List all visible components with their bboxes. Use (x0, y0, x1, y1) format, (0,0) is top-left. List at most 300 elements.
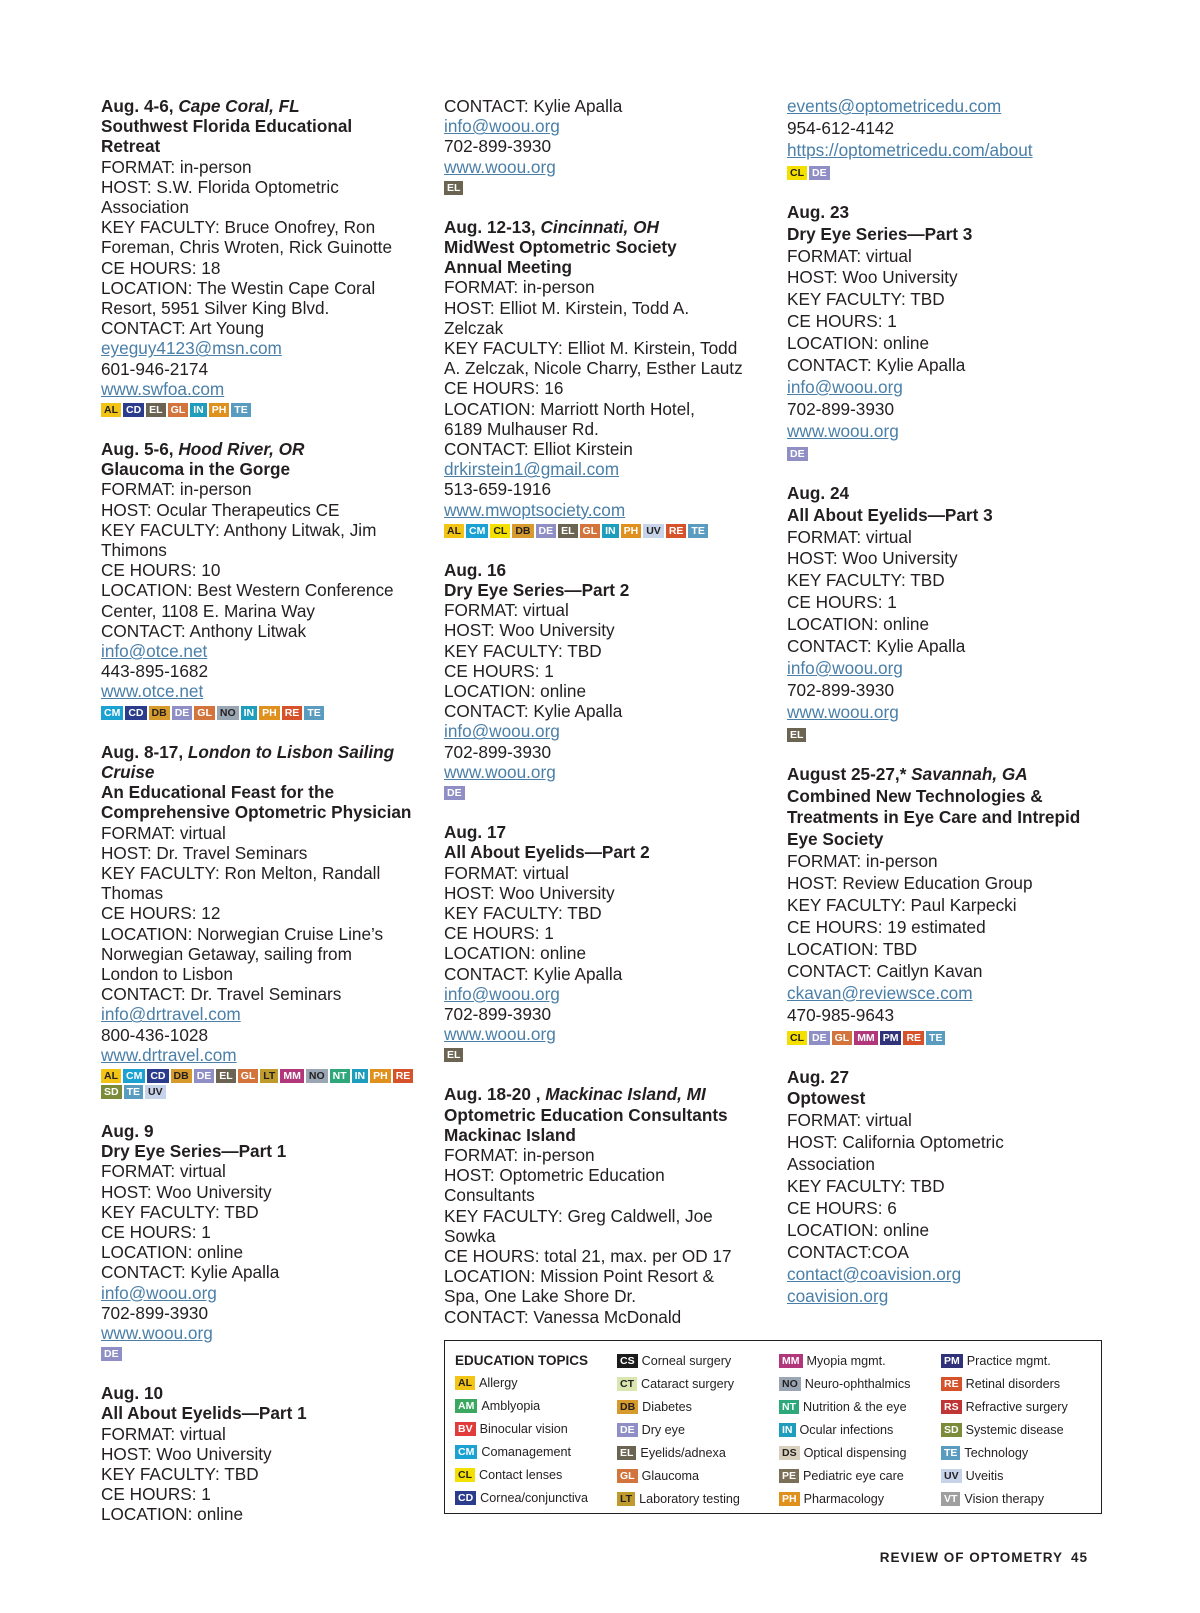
legend-item (779, 1418, 941, 1441)
event-detail: CE HOURS: 10 (101, 560, 221, 581)
legend-badge: PM (941, 1354, 963, 1368)
topic-badge: NT (330, 1069, 350, 1083)
event-detail: KEY FACULTY: TBD (444, 902, 602, 923)
event-title: Annual Meeting (444, 257, 572, 278)
legend-label: Dry eye (641, 1422, 685, 1437)
contact-phone: 800-436-1028 (101, 1024, 209, 1045)
legend-badge: AM (455, 1399, 477, 1413)
legend-column (617, 1349, 779, 1510)
contact-link[interactable]: ckavan@reviewsce.com (787, 982, 973, 1003)
event-date-text: Aug. 4-6, (101, 96, 174, 116)
legend-label: Cornea/conjunctiva (480, 1490, 588, 1505)
topic-badges (444, 1048, 762, 1062)
event-listing (101, 1121, 419, 1361)
event-detail: KEY FACULTY: Bruce Onofrey, Ron (101, 217, 376, 238)
legend-item (779, 1349, 941, 1372)
topic-badges (101, 1347, 419, 1361)
legend-badge: TE (941, 1446, 960, 1460)
event-date (101, 1121, 419, 1141)
event-detail: CE HOURS: 19 estimated (787, 917, 986, 937)
legend-label: Corneal surgery (641, 1353, 732, 1368)
topic-badges (444, 786, 762, 800)
event-detail: FORMAT: virtual (787, 526, 912, 547)
topic-badge: EL (444, 1048, 463, 1062)
topic-badge: GL (194, 706, 215, 720)
website-link[interactable]: www.swfoa.com (101, 378, 225, 399)
legend-badge: DE (617, 1423, 638, 1437)
event-title: All About Eyelids—Part 3 (787, 504, 993, 525)
event-place: Cincinnati, OH (540, 216, 659, 237)
event-title: Combined New Technologies & (787, 785, 1043, 806)
event-date-text: August 25-27,* (787, 763, 907, 784)
topic-badge: PH (259, 706, 280, 720)
website-link[interactable]: www.drtravel.com (101, 1044, 237, 1065)
event-listing (787, 483, 1117, 742)
event-detail: CONTACT: Kylie Apalla (444, 96, 623, 116)
event-detail: CONTACT: Art Young (101, 318, 265, 339)
event-detail: LOCATION: Marriott North Hotel, (444, 398, 695, 419)
event-detail: CONTACT: Kylie Apalla (101, 1262, 280, 1283)
topic-badge: NO (217, 706, 239, 720)
event-detail: KEY FACULTY: Elliot M. Kirstein, Todd (444, 338, 738, 359)
topic-badge: DE (101, 1347, 122, 1361)
event-detail: CE HOURS: 1 (101, 1484, 211, 1505)
website-link[interactable]: www.woou.org (444, 761, 556, 782)
event-listing (787, 764, 1117, 1045)
event-detail: Thimons (101, 540, 167, 561)
event-title: MidWest Optometric Society (444, 237, 677, 258)
event-listing (101, 96, 419, 417)
event-detail: LOCATION: online (101, 1242, 244, 1263)
contact-link[interactable]: contact@coavision.org (787, 1263, 962, 1284)
topic-badge: GL (832, 1031, 853, 1045)
legend-label: Systemic disease (965, 1422, 1064, 1437)
event-detail: KEY FACULTY: TBD (787, 570, 945, 591)
event-date-text: Aug. 16 (444, 559, 507, 580)
event-detail: CONTACT: Kylie Apalla (444, 963, 623, 984)
topic-badge: IN (352, 1069, 369, 1083)
event-place: Mackinac Island, MI (545, 1084, 706, 1105)
event-listing (444, 822, 762, 1062)
topic-badge: DB (149, 706, 170, 720)
event-detail: FORMAT: in-person (444, 277, 595, 298)
page-number: 45 (1070, 1550, 1088, 1565)
topic-badge: CD (125, 706, 146, 720)
event-detail: CE HOURS: 1 (101, 1221, 211, 1242)
event-date (444, 560, 762, 580)
topic-badge: DE (809, 166, 830, 180)
event-title: Dry Eye Series—Part 1 (101, 1141, 287, 1162)
topic-badge: IN (602, 524, 619, 538)
legend-column (941, 1349, 1103, 1510)
legend-item (941, 1464, 1103, 1487)
legend-label: Eyelids/adnexa (640, 1445, 726, 1460)
event-detail: LOCATION: Mission Point Resort & (444, 1266, 714, 1287)
event-detail: CE HOURS: 1 (787, 592, 897, 613)
topic-badge: SD (101, 1085, 122, 1099)
legend-item (455, 1394, 617, 1417)
event-title: Optowest (787, 1088, 866, 1109)
event-date (101, 96, 419, 116)
legend-item (941, 1372, 1103, 1395)
event-detail: KEY FACULTY: Paul Karpecki (787, 895, 1017, 916)
legend-label: Retinal disorders (965, 1376, 1061, 1391)
event-detail: HOST: California Optometric (787, 1132, 1004, 1153)
topic-badge: LT (260, 1069, 278, 1083)
topic-badge: DE (536, 524, 557, 538)
event-detail: LOCATION: Best Western Conference (101, 580, 394, 601)
website-link[interactable]: www.woou.org (444, 156, 556, 177)
legend-badge: GL (617, 1469, 638, 1483)
contact-phone: 601-946-2174 (101, 358, 209, 379)
topic-badge: RE (393, 1069, 414, 1083)
event-detail: KEY FACULTY: TBD (101, 1201, 259, 1222)
topic-badge: CM (123, 1069, 145, 1083)
topic-badge: DB (512, 524, 533, 538)
legend-badge: DB (617, 1400, 638, 1414)
event-title: Dry Eye Series—Part 3 (787, 223, 973, 244)
contact-phone: 702-899-3930 (444, 1003, 552, 1024)
event-title: All About Eyelids—Part 2 (444, 842, 650, 863)
legend-badge: SD (941, 1423, 962, 1437)
legend-badge: VT (941, 1492, 960, 1506)
event-detail: HOST: Ocular Therapeutics CE (101, 499, 340, 520)
topic-badge: IN (190, 403, 207, 417)
contact-link[interactable]: info@woou.org (787, 657, 903, 678)
legend-item (941, 1487, 1103, 1510)
event-date-text: Aug. 24 (787, 482, 850, 503)
topic-badges (787, 1031, 1107, 1045)
legend-label: Comanagement (481, 1444, 571, 1459)
topic-badge: UV (145, 1085, 166, 1099)
event-date-text: Aug. 12-13, (444, 216, 536, 237)
event-detail: HOST: Woo University (444, 882, 615, 903)
event-detail: FORMAT: virtual (444, 600, 569, 621)
event-title: Glaucoma in the Gorge (101, 459, 291, 480)
event-date (787, 483, 1117, 505)
legend-item (779, 1395, 941, 1418)
legend-badge: UV (941, 1469, 962, 1483)
event-detail: HOST: Woo University (787, 548, 958, 569)
event-detail: CONTACT: Anthony Litwak (101, 620, 307, 641)
legend-label: Ocular infections (799, 1422, 894, 1437)
event-detail: HOST: Elliot M. Kirstein, Todd A. (444, 297, 690, 318)
event-detail: HOST: Dr. Travel Seminars (101, 842, 308, 863)
event-detail: FORMAT: in-person (101, 479, 252, 500)
legend-label: Uveitis (965, 1468, 1004, 1483)
contact-link[interactable]: info@woou.org (444, 721, 560, 742)
event-detail: KEY FACULTY: TBD (787, 289, 945, 310)
event-detail: Resort, 5951 Silver King Blvd. (101, 298, 330, 319)
event-date-text: Aug. 9 (101, 1120, 154, 1141)
topic-badges (101, 706, 419, 720)
event-listing (444, 217, 762, 538)
listing-column-1 (101, 96, 419, 1547)
legend-badge: NO (779, 1377, 801, 1391)
event-detail: CE HOURS: total 21, max. per OD 17 (444, 1245, 732, 1266)
legend-item (455, 1486, 617, 1509)
event-place: Hood River, OR (178, 439, 305, 460)
event-detail: Sowka (444, 1225, 496, 1246)
website-link[interactable]: https://optometricedu.com/about (787, 139, 1033, 160)
topic-badge: DE (172, 706, 193, 720)
event-detail: CONTACT: Dr. Travel Seminars (101, 984, 342, 1005)
topic-badge: AL (444, 524, 464, 538)
legend-label: Optical dispensing (803, 1445, 907, 1460)
contact-link[interactable]: eyeguy4123@msn.com (101, 338, 282, 359)
topic-badge: IN (241, 706, 258, 720)
legend-label: Myopia mgmt. (806, 1353, 886, 1368)
event-date-text: Aug. 27 (787, 1066, 850, 1087)
legend-item (617, 1441, 779, 1464)
event-detail: Consultants (444, 1185, 535, 1206)
legend-item (455, 1417, 617, 1440)
legend-badge: EL (617, 1446, 636, 1460)
topic-badge: EL (787, 728, 806, 742)
event-title: Optometric Education Consultants (444, 1104, 728, 1125)
legend-title: EDUCATION TOPICS (455, 1352, 589, 1368)
event-detail: FORMAT: virtual (101, 1161, 226, 1182)
website-link[interactable]: www.woou.org (444, 1024, 556, 1045)
topic-badges (787, 447, 1107, 461)
event-date (444, 217, 762, 237)
event-detail: 6189 Mulhauser Rd. (444, 418, 599, 439)
event-detail: Thomas (101, 883, 164, 904)
topic-badge: DB (171, 1069, 192, 1083)
legend-label: Practice mgmt. (966, 1353, 1051, 1368)
legend-badge: IN (779, 1423, 796, 1437)
legend-badge: AL (455, 1376, 475, 1390)
website-link[interactable]: www.woou.org (101, 1322, 213, 1343)
topic-badge: PM (880, 1031, 902, 1045)
event-listing (101, 742, 419, 1099)
listing-column-2 (444, 96, 762, 1349)
event-detail: Association (787, 1154, 875, 1175)
contact-link[interactable]: coavision.org (787, 1285, 889, 1306)
event-detail: FORMAT: in-person (101, 156, 252, 177)
event-detail: KEY FACULTY: TBD (444, 640, 602, 661)
event-detail: LOCATION: online (787, 1219, 930, 1240)
topic-badge: CL (490, 524, 510, 538)
contact-link[interactable]: info@woou.org (444, 116, 560, 137)
event-detail: LOCATION: online (444, 943, 587, 964)
legend-badge: CD (455, 1491, 476, 1505)
event-date (787, 764, 1117, 786)
legend-badge: NT (779, 1400, 799, 1414)
topic-badge: RE (282, 706, 303, 720)
legend-item (941, 1441, 1103, 1464)
legend-badge: BV (455, 1422, 476, 1436)
topic-badge: CL (787, 1031, 807, 1045)
event-date (444, 1084, 762, 1104)
legend-badge: PH (779, 1492, 800, 1506)
topic-badge: DE (444, 786, 465, 800)
event-date (787, 1067, 1117, 1089)
legend-label: Pediatric eye care (803, 1468, 904, 1483)
website-link[interactable]: www.mwoptsociety.com (444, 499, 626, 520)
topic-badge: EL (146, 403, 165, 417)
event-listing (444, 1084, 762, 1326)
topic-badge: TE (124, 1085, 143, 1099)
topic-badge: GL (168, 403, 189, 417)
contact-phone: 702-899-3930 (444, 741, 552, 762)
event-listing (101, 1383, 419, 1524)
legend-label: Vision therapy (964, 1491, 1044, 1506)
event-listing (787, 96, 1117, 180)
topic-badges (101, 403, 419, 417)
topic-badges (787, 728, 1107, 742)
event-detail: Center, 1108 E. Marina Way (101, 600, 315, 621)
event-listing (444, 560, 762, 800)
event-date-text: Aug. 18-20 , (444, 1084, 541, 1105)
contact-phone: 702-899-3930 (787, 679, 895, 700)
contact-phone: 702-899-3930 (444, 136, 552, 157)
event-detail: Norwegian Getaway, sailing from (101, 943, 352, 964)
contact-link[interactable]: drkirstein1@gmail.com (444, 459, 620, 480)
event-detail: LOCATION: The Westin Cape Coral (101, 277, 376, 298)
topic-badge: NO (306, 1069, 328, 1083)
event-title: Dry Eye Series—Part 2 (444, 580, 630, 601)
event-title: Retreat (101, 136, 161, 157)
event-detail: A. Zelczak, Nicole Charry, Esther Lautz (444, 358, 743, 379)
legend-label: Glaucoma (641, 1468, 699, 1483)
legend-badge: RS (941, 1400, 962, 1414)
legend-item (617, 1349, 779, 1372)
contact-link[interactable]: info@drtravel.com (101, 1004, 241, 1025)
event-detail: CE HOURS: 16 (444, 378, 564, 399)
topic-badge: DE (787, 447, 808, 461)
event-detail: LOCATION: online (101, 1504, 244, 1525)
topic-badge: GL (580, 524, 601, 538)
topic-badge: PH (209, 403, 230, 417)
legend-label: Amblyopia (481, 1398, 541, 1413)
legend-item (779, 1487, 941, 1510)
legend-badge: CL (455, 1468, 475, 1482)
education-topics-legend (444, 1340, 1102, 1514)
event-detail: HOST: Woo University (101, 1181, 272, 1202)
event-detail: CONTACT:COA (787, 1241, 909, 1262)
legend-column (779, 1349, 941, 1510)
legend-item (779, 1441, 941, 1464)
topic-badges (444, 181, 762, 195)
event-place: London to Lisbon Sailing Cruise (101, 741, 395, 782)
topic-badge: PH (370, 1069, 391, 1083)
event-detail: FORMAT: virtual (101, 1423, 226, 1444)
event-date-text: Aug. 8-17, (101, 741, 184, 762)
event-detail: FORMAT: in-person (444, 1144, 595, 1165)
contact-link[interactable]: info@woou.org (101, 1282, 217, 1303)
event-detail: HOST: Woo University (101, 1443, 272, 1464)
event-detail: LOCATION: Norwegian Cruise Line’s (101, 923, 384, 944)
topic-badges (444, 524, 762, 538)
event-title: All About Eyelids—Part 1 (101, 1403, 307, 1424)
legend-item (617, 1395, 779, 1418)
legend-column (455, 1349, 617, 1510)
event-date-text: Aug. 10 (101, 1383, 164, 1404)
page-footer (880, 1550, 1088, 1565)
topic-badge: CM (466, 524, 488, 538)
contact-link[interactable]: info@otce.net (101, 641, 208, 662)
topic-badge: CD (147, 1069, 168, 1083)
event-date-text: Aug. 23 (787, 201, 850, 222)
legend-label: Binocular vision (479, 1421, 568, 1436)
contact-phone: 702-899-3930 (101, 1302, 209, 1323)
topic-badge: DE (194, 1069, 215, 1083)
event-listing (101, 439, 419, 720)
topic-badge: CD (123, 403, 144, 417)
event-detail: FORMAT: virtual (101, 822, 226, 843)
legend-label: Allergy (479, 1375, 518, 1390)
legend-item (617, 1372, 779, 1395)
event-detail: HOST: Woo University (444, 620, 615, 641)
contact-link[interactable]: events@optometricedu.com (787, 96, 1002, 116)
website-link[interactable]: www.woou.org (787, 701, 899, 722)
event-detail: KEY FACULTY: TBD (787, 1176, 945, 1197)
topic-badge: CM (101, 706, 123, 720)
legend-item (941, 1395, 1103, 1418)
event-detail: HOST: Optometric Education (444, 1165, 665, 1186)
event-listing (787, 202, 1117, 461)
topic-badge: DE (809, 1031, 830, 1045)
event-title: Eye Society (787, 829, 884, 850)
website-link[interactable]: www.otce.net (101, 681, 204, 702)
legend-badge: DS (779, 1446, 800, 1460)
topic-badge: RE (903, 1031, 924, 1045)
event-detail: CE HOURS: 1 (787, 311, 897, 332)
legend-item (779, 1372, 941, 1395)
event-date (101, 742, 419, 782)
topic-badge: EL (444, 181, 463, 195)
event-detail: Zelczak (444, 317, 504, 338)
event-date (787, 202, 1117, 224)
event-detail: LOCATION: online (787, 614, 930, 635)
topic-badge: TE (231, 403, 250, 417)
topic-badge: MM (280, 1069, 304, 1083)
topic-badges (787, 166, 1107, 180)
website-link[interactable]: www.woou.org (787, 420, 899, 441)
legend-label: Laboratory testing (639, 1491, 740, 1506)
contact-phone: 954-612-4142 (787, 117, 895, 138)
legend-label: Cataract surgery (641, 1376, 735, 1391)
legend-label: Refractive surgery (965, 1399, 1068, 1414)
event-detail: CONTACT: Kylie Apalla (787, 355, 966, 376)
topic-badge: CL (787, 166, 807, 180)
legend-badge: LT (617, 1492, 635, 1506)
listing-column-3 (787, 96, 1117, 1330)
legend-item (779, 1464, 941, 1487)
legend-label: Nutrition & the eye (803, 1399, 907, 1414)
topic-badge: AL (101, 1069, 121, 1083)
event-title: Southwest Florida Educational (101, 116, 353, 137)
legend-item (941, 1349, 1103, 1372)
contact-phone: 470-985-9643 (787, 1004, 895, 1025)
event-detail: LOCATION: online (787, 333, 930, 354)
event-detail: CONTACT: Caitlyn Kavan (787, 960, 983, 981)
event-detail: FORMAT: virtual (787, 245, 912, 266)
event-title: Treatments in Eye Care and Intrepid (787, 807, 1081, 828)
event-detail: CE HOURS: 6 (787, 1197, 897, 1218)
contact-phone: 443-895-1682 (101, 661, 209, 682)
legend-item (617, 1418, 779, 1441)
contact-link[interactable]: info@woou.org (787, 376, 903, 397)
legend-label: Technology (964, 1445, 1029, 1460)
legend-badge: MM (779, 1354, 803, 1368)
event-place: Savannah, GA (911, 763, 1028, 784)
legend-item (941, 1418, 1103, 1441)
event-detail: CE HOURS: 12 (101, 903, 221, 924)
legend-label: Diabetes (642, 1399, 692, 1414)
contact-link[interactable]: info@woou.org (444, 983, 560, 1004)
